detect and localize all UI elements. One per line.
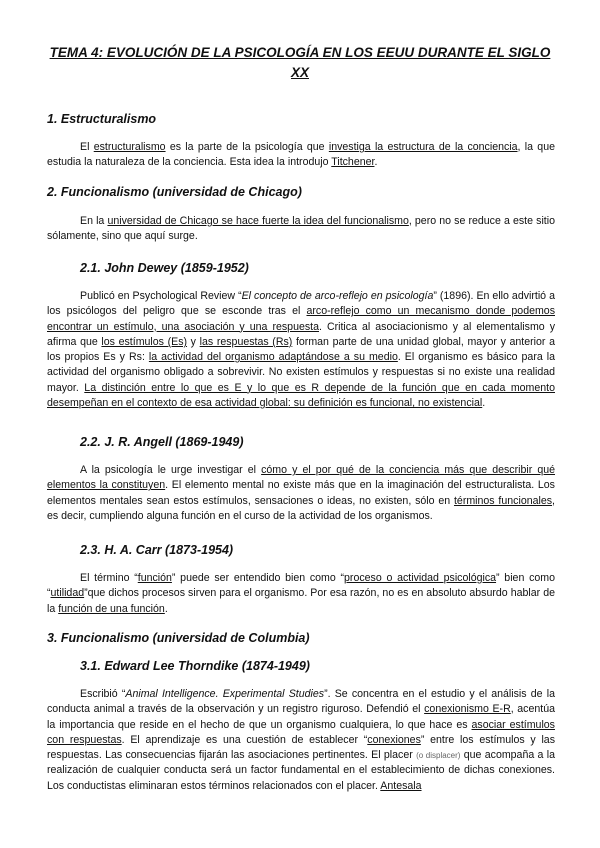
- underlined-term: universidad de Chicago se hace fuerte la idea del funcionalismo: [107, 215, 409, 227]
- underlined-term: términos funcionales: [453, 494, 553, 507]
- paragraph-funcionalismo-chicago: [47, 214, 555, 245]
- underlined-term: La distinción entre lo que es E y lo que es R depende de la función que en cada momento desempeñan en el contexto de esa actividad global: su definición es funcional, no existencial: [47, 381, 555, 410]
- heading-carr: 2.3. H. A. Carr (1873-1954): [80, 543, 234, 557]
- text-run: , pero no se reduce a este sitio sólamente, sino que aquí surge.: [47, 215, 555, 243]
- text-run: . El elemento mental no existe más que en la imaginación del estructuralista. Los elementos mentales sean estos estímulos, sensaciones o ideas, no existen, sólo en: [47, 479, 555, 507]
- text-run: y: [187, 335, 200, 348]
- paragraph-estructuralismo: [47, 140, 555, 171]
- text-run: A la psicología le urge investigar el: [80, 464, 262, 476]
- heading-angell: 2.2. J. R. Angell (1869-1949): [80, 435, 244, 449]
- paragraph-thorndike: [47, 687, 555, 794]
- text-run: ” bien como “: [47, 572, 555, 600]
- text-run: .: [482, 397, 486, 410]
- text-run: .: [164, 602, 168, 615]
- text-run: , la que estudia la naturaleza de la conciencia. Esta idea la introdujo: [47, 141, 555, 169]
- heading-funcionalismo-chicago: 2. Funcionalismo (universidad de Chicago): [47, 185, 302, 199]
- paragraph-angell: [47, 463, 555, 524]
- small-note: (o displacer): [416, 751, 461, 761]
- text-run: . El aprendizaje es una cuestión de establecer “: [121, 733, 368, 746]
- text-run: Publicó en Psychological Review “: [80, 290, 242, 302]
- text-run: En la: [80, 215, 108, 227]
- underlined-term: estructuralismo: [93, 141, 166, 153]
- text-run: El término “: [80, 572, 138, 584]
- heading-dewey: 2.1. John Dewey (1859-1952): [80, 261, 249, 275]
- heading-thorndike: 3.1. Edward Lee Thorndike (1874-1949): [80, 659, 310, 673]
- paragraph-carr: [47, 571, 555, 617]
- page-title: TEMA 4: EVOLUCIÓN DE LA PSICOLOGÍA EN LOS EEUU DURANTE EL SIGLO XX: [49, 45, 551, 80]
- italic-title: Animal Intelligence. Experimental Studies: [125, 688, 325, 700]
- underlined-term: los estímulos (Es): [101, 335, 188, 348]
- underlined-term: Antesala: [380, 779, 422, 792]
- underlined-term: función de una función: [58, 602, 165, 615]
- underlined-term: cómo y el por qué de la conciencia más que describir qué elementos la constituyen: [47, 464, 555, 492]
- text-run: . El organismo es básico para la actividad del organismo obligado a sobrevivir. No existen estímulos y respuestas si no existe una realidad mayor.: [47, 351, 555, 394]
- underlined-term: proceso o actividad psicológica: [344, 572, 497, 584]
- text-run: que acompaña a la realización de cualquier conducta será un factor fundamental en el establecimiento de dichas conexiones. Los conductistas eliminaran estos términos relacionados con el placer.: [47, 749, 556, 792]
- underlined-term: función: [137, 572, 172, 584]
- underlined-term: las respuestas (Rs): [199, 335, 293, 348]
- text-run: .: [374, 156, 378, 169]
- heading-estructuralismo: 1. Estructuralismo: [47, 112, 157, 126]
- underlined-term: conexiones: [367, 733, 421, 746]
- underlined-term: investiga la estructura de la conciencia: [328, 141, 518, 153]
- text-run: forman parte de una unidad global, mayor y anterior a los propios Es y Rs:: [47, 335, 555, 364]
- text-run: , acentúa la importancia que reside en el hecho de que un organismo cualquiera, lo que hace es: [47, 703, 555, 731]
- italic-title: El concepto de arco-reflejo en psicología: [241, 290, 434, 302]
- text-run: es la parte de la psicología que: [165, 141, 329, 153]
- heading-funcionalismo-columbia: 3. Funcionalismo (universidad de Columbia): [47, 631, 310, 645]
- text-run: . Critica al asociacionismo y al elementalismo y afirma que: [47, 320, 555, 348]
- underlined-term: asociar estímulos con respuestas: [47, 718, 555, 746]
- paragraph-dewey: [47, 289, 555, 411]
- underlined-term: la actividad del organismo adaptándose a su medio: [148, 351, 398, 364]
- underlined-term: arco-reflejo como un mecanismo donde podemos encontrar un estímulo, una asociación y una respuesta: [47, 305, 555, 333]
- text-run: El: [80, 141, 94, 153]
- text-run: ” puede ser entendido bien como “: [171, 572, 345, 584]
- text-run: ”que dichos procesos sirven para el organismo. Por esa razón, no es en absoluto absurdo hablar de la: [47, 587, 555, 615]
- underlined-term: utilidad: [50, 587, 85, 600]
- text-run: ” (1896). En ello advirtió a los psicólogos del peligro que se esconde tras el: [47, 290, 555, 318]
- underlined-term: conexionismo E-R: [424, 703, 511, 716]
- text-run: , es decir, cumpliendo alguna función en el curso de la actividad de los organismos.: [47, 494, 555, 522]
- text-run: ”. Se concentra en el estudio y el análisis de la conducta animal a través de la observación y un registro riguroso. Defendió el: [47, 688, 555, 716]
- underlined-term: Titchener: [331, 156, 375, 169]
- text-run: ” entre los estímulos y las respuestas. Las consecuencias fijarán las asociaciones pertinentes. El placer: [47, 733, 555, 762]
- text-run: Escribió “: [80, 688, 126, 700]
